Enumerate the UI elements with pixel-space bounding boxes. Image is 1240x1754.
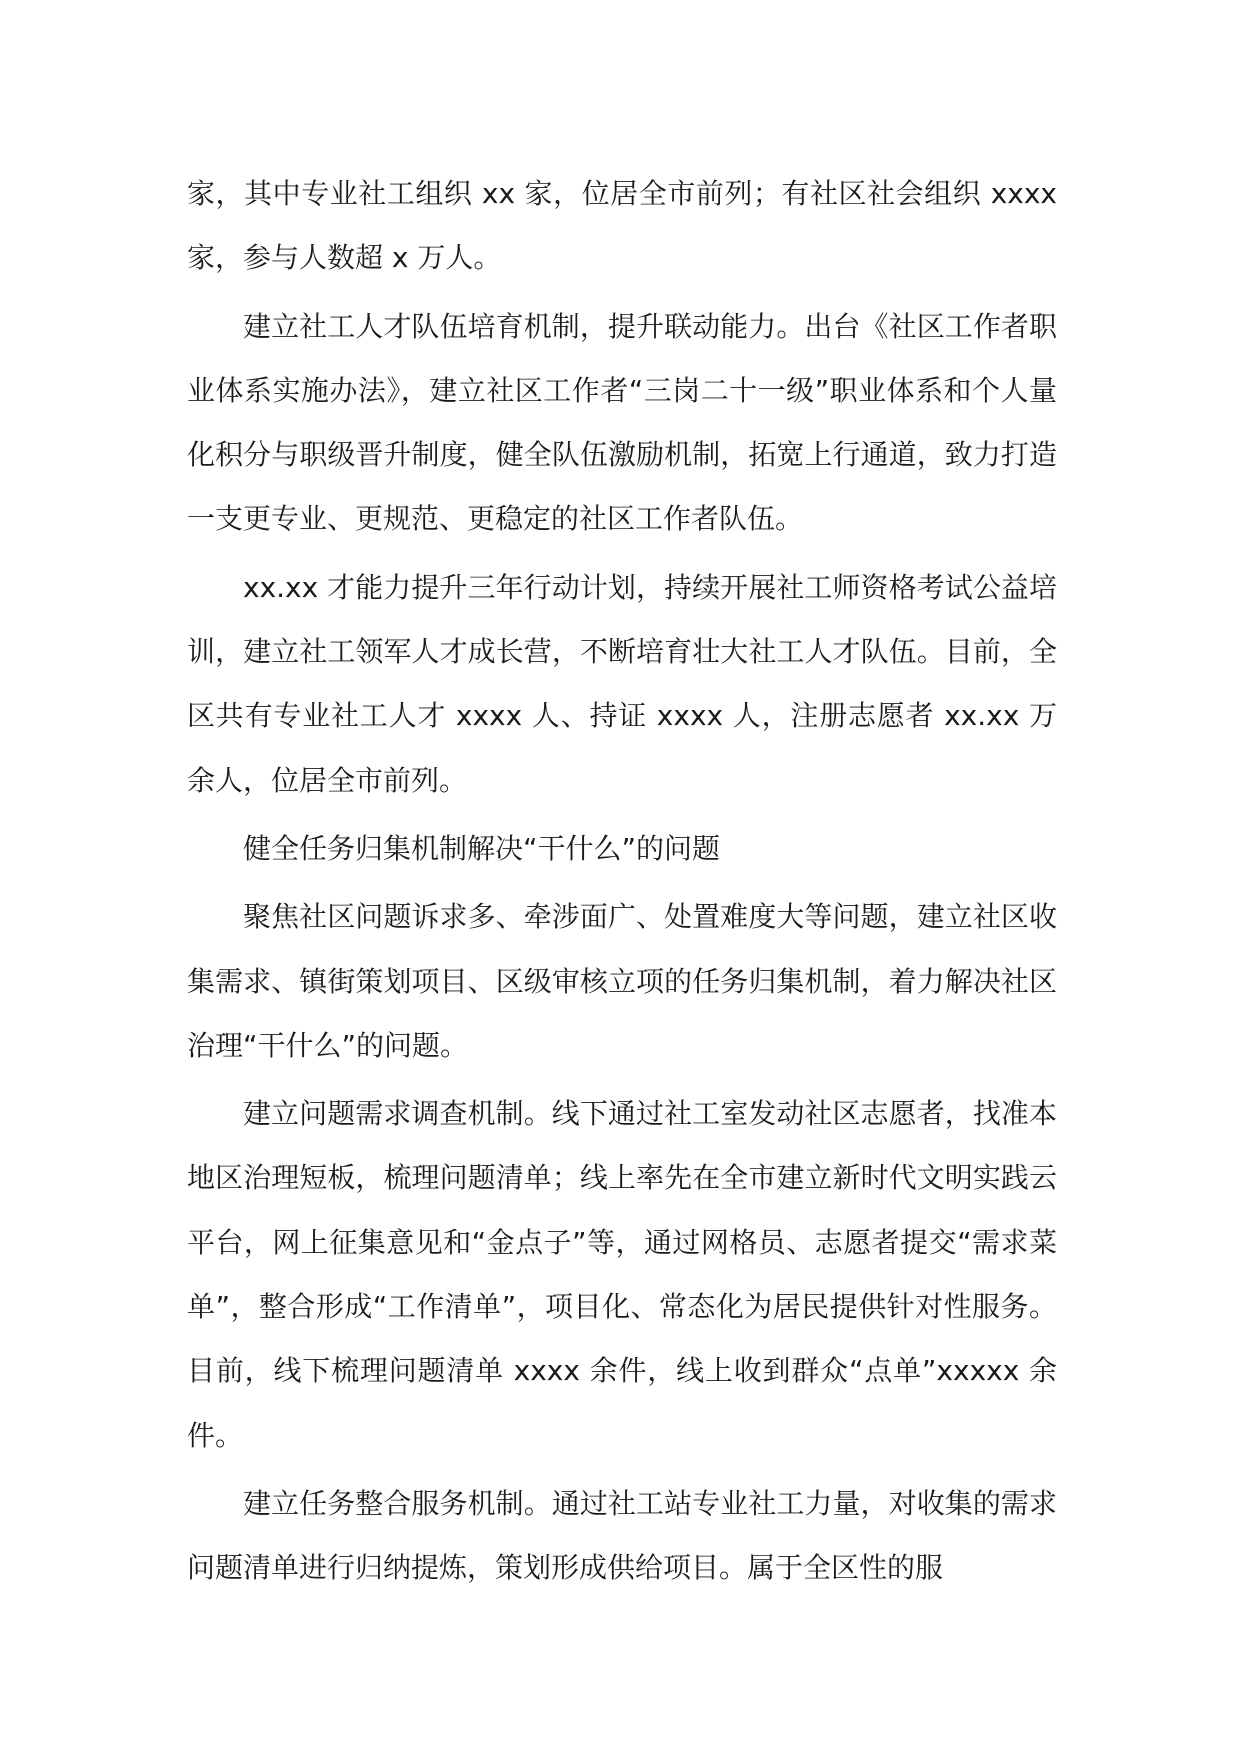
section-heading: 健全任务归集机制解决“干什么”的问题 [243, 831, 721, 865]
paragraph-5: 建立问题需求调查机制。线下通过社工室发动社区志愿者，找准本地区治理短板，梳理问题清单；线上率先在全市建立新时代文明实践云平台，网上征集意见和“金点子”等，通过网格员、志愿者提交“需求菜单”，整合形成“工作清单”，项目化、常态化为居民提供针对性服务。目前，线下梳理问题清单 xxxx 余件，线上收到群众“点单”xxxxx 余件。 [187, 1097, 1057, 1452]
paragraph-3: xx.xx 才能力提升三年行动计划，持续开展社工师资格考试公益培训，建立社工领军人才成长营，不断培育壮大社工人才队伍。目前，全区共有专业社工人才 xxxx 人、持证 xxxx 人，注册志愿者 xx.xx 万余人，位居全市前列。 [187, 570, 1057, 797]
document-page [187, 162, 1057, 1605]
paragraph-2: 建立社工人才队伍培育机制，提升联动能力。出台《社区工作者职业体系实施办法》，建立社区工作者“三岗二十一级”职业体系和个人量化积分与职级晋升制度，健全队伍激励机制，拓宽上行通道，致力打造一支更专业、更规范、更稳定的社区工作者队伍。 [187, 309, 1057, 536]
paragraph-6: 建立任务整合服务机制。通过社工站专业社工力量，对收集的需求问题清单进行归纳提炼，策划形成供给项目。属于全区性的服 [187, 1486, 1057, 1585]
paragraph-4: 聚焦社区问题诉求多、牵涉面广、处置难度大等问题，建立社区收集需求、镇街策划项目、区级审核立项的任务归集机制，着力解决社区治理“干什么”的问题。 [187, 900, 1057, 1062]
paragraph-1: 家，其中专业社工组织 xx 家，位居全市前列；有社区社会组织 xxxx 家，参与人数超 x 万人。 [187, 177, 1057, 275]
